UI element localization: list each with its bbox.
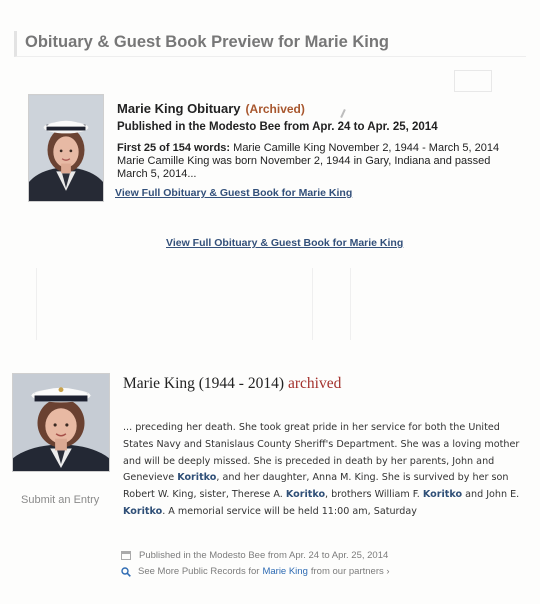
- archived-badge: (Archived): [245, 102, 305, 116]
- obituary-title: [117, 101, 305, 116]
- scan-line: [36, 268, 37, 340]
- search-keyword-highlight: Koritko: [123, 505, 163, 517]
- records-name-link[interactable]: Marie King: [262, 566, 308, 577]
- records-prefix: See More Public Records for: [138, 566, 260, 577]
- obituary-excerpt: [117, 142, 522, 181]
- scan-line: [350, 268, 351, 340]
- view-full-obituary-link-secondary[interactable]: View Full Obituary & Guest Book for Marie King: [166, 237, 404, 249]
- obituary-name: Marie King Obituary: [117, 101, 241, 116]
- scan-line: [312, 268, 313, 340]
- excerpt-text: Marie Camille King November 2, 1944 - March 5, 2014 Marie Camille King was born November 2, 1944 in Gary, Indiana and passed March 5, 2014...: [117, 142, 500, 180]
- search-icon: [121, 567, 131, 577]
- obituary-heading-name: Marie King (1944 - 2014): [123, 375, 284, 392]
- scan-artifact-mark: [340, 109, 346, 118]
- obituary-photo[interactable]: [12, 373, 110, 472]
- view-full-obituary-link[interactable]: View Full Obituary & Guest Book for Marie King: [115, 187, 353, 199]
- page-header: [14, 31, 526, 57]
- obituary-text-part: . A memorial service will be held 11:00 am, Saturday: [162, 505, 417, 517]
- obituary-heading: [123, 375, 341, 393]
- publication-footer: [121, 550, 388, 561]
- scan-artifact-box: [454, 70, 492, 92]
- archived-label: archived: [288, 375, 342, 392]
- search-keyword-highlight: Koritko: [177, 472, 217, 484]
- portrait-photo[interactable]: [28, 94, 104, 202]
- publication-text: Published in the Modesto Bee from Apr. 24 to Apr. 25, 2014: [139, 550, 389, 561]
- page-title: Obituary & Guest Book Preview for Marie King: [25, 33, 389, 51]
- search-keyword-highlight: Koritko: [422, 489, 463, 501]
- submit-entry-link[interactable]: Submit an Entry: [21, 494, 100, 506]
- preview-section: [0, 0, 540, 268]
- obituary-text-part: , brothers William F.: [325, 489, 423, 501]
- obituary-text: [123, 420, 533, 521]
- obituary-text-part: and John E.: [462, 489, 520, 501]
- obituary-text-part: ... preceding her death. She took great pride in her service for both the United States Navy and Stanislaus County Sheriff's Department. She was a loving mother and will be deeply missed. She is preceded in death by her parents, John and Genevieve: [123, 422, 520, 484]
- obituary-image: [13, 374, 109, 471]
- obituary-text-part: , and her daughter, Anna M. King. She is survived by her son Robert W. King, sister, Therese A.: [123, 472, 509, 501]
- records-suffix[interactable]: from our partners ›: [310, 566, 390, 577]
- published-info: Published in the Modesto Bee from Apr. 24 to Apr. 25, 2014: [117, 121, 438, 133]
- excerpt-label: First 25 of 154 words:: [117, 142, 231, 154]
- public-records-footer[interactable]: [121, 566, 390, 577]
- portrait-image: [29, 95, 103, 201]
- calendar-icon: [121, 551, 131, 560]
- search-keyword-highlight: Koritko: [285, 489, 326, 501]
